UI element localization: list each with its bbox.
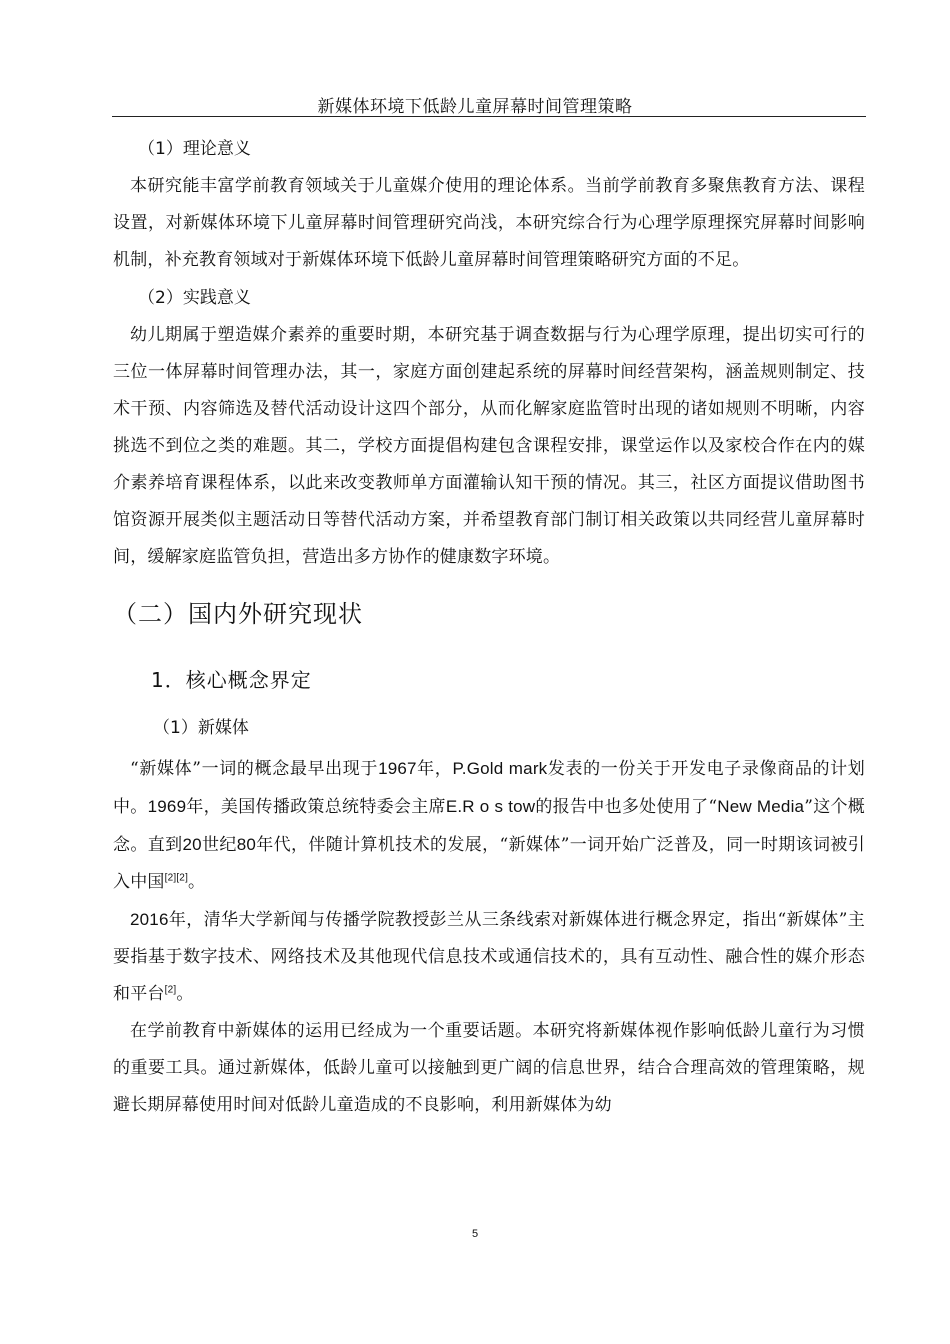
new-media-heading: （1）新媒体 bbox=[153, 718, 249, 738]
citation-ref: [2][2] bbox=[164, 872, 189, 884]
practical-significance-heading: （2）实践意义 bbox=[138, 288, 251, 308]
new-media-preschool-paragraph: 在学前教育中新媒体的运用已经成为一个重要话题。本研究将新媒体视作影响低龄儿童行为习惯的重要工具。通过新媒体，低龄儿童可以接触到更广阔的信息世界，结合合理高效的管理策略，规避长期屏幕使用时间对低龄儿童造成的不良影响，利用新媒体为幼 bbox=[113, 1021, 865, 1115]
practical-significance-paragraph: 幼儿期属于塑造媒介素养的重要时期，本研究基于调查数据与行为心理学原理，提出切实可行的三位一体屏幕时间管理办法，其一，家庭方面创建起系统的屏幕时间经营架构，涵盖规则制定、技术干预、内容筛选及替代活动设计这四个部分，从而化解家庭监管时出现的诸如规则不明晰，内容挑选不到位之类的难题。其二，学校方面提倡构建包含课程安排，课堂运作以及家校合作在内的媒介素养培育课程体系，以此来改变教师单方面灌输认知干预的情况。其三，社区方面提议借助图书馆资源开展类似主题活动日等替代活动方案，并希望教育部门制订相关政策以共同经营儿童屏幕时间，缓解家庭监管负担，营造出多方协作的健康数字环境。 bbox=[113, 325, 865, 567]
citation-ref: [2] bbox=[164, 984, 177, 996]
theory-significance-heading: （1）理论意义 bbox=[138, 139, 251, 159]
new-media-definition-paragraph: 2016年，清华大学新闻与传播学院教授彭兰从三条线索对新媒体进行概念界定，指出“新媒体”主要指基于数字技术、网络技术及其他现代信息技术或通信技术的，具有互动性、融合性的媒介形态和平台[2]。 bbox=[113, 910, 865, 1004]
core-concept-heading: 1．核心概念界定 bbox=[151, 668, 312, 692]
theory-significance-paragraph: 本研究能丰富学前教育领域关于儿童媒介使用的理论体系。当前学前教育多聚焦教育方法、课程设置，对新媒体环境下儿童屏幕时间管理研究尚浅，本研究综合行为心理学原理探究屏幕时间影响机制，补充教育领域对于新媒体环境下低龄儿童屏幕时间管理策略研究方面的不足。 bbox=[113, 176, 865, 270]
document-body bbox=[113, 130, 865, 1124]
page-header-title: 新媒体环境下低龄儿童屏幕时间管理策略 bbox=[317, 97, 633, 117]
header-divider bbox=[112, 116, 866, 117]
research-status-heading: （二）国内外研究现状 bbox=[113, 600, 363, 628]
new-media-history-paragraph: “新媒体”一词的概念最早出现于1967年，P.Gold mark发表的一份关于开发电子录像商品的计划中。1969年，美国传播政策总统特委会主席E.R o s tow的报告中也多处使用了“New Media”这个概念。直到20世纪80年代，伴随计算机技术的发展，“新媒体”一词开始广泛普及，同一时期该词被引入中国[2][2]。 bbox=[113, 759, 866, 892]
page-number: 5 bbox=[471, 1228, 479, 1240]
